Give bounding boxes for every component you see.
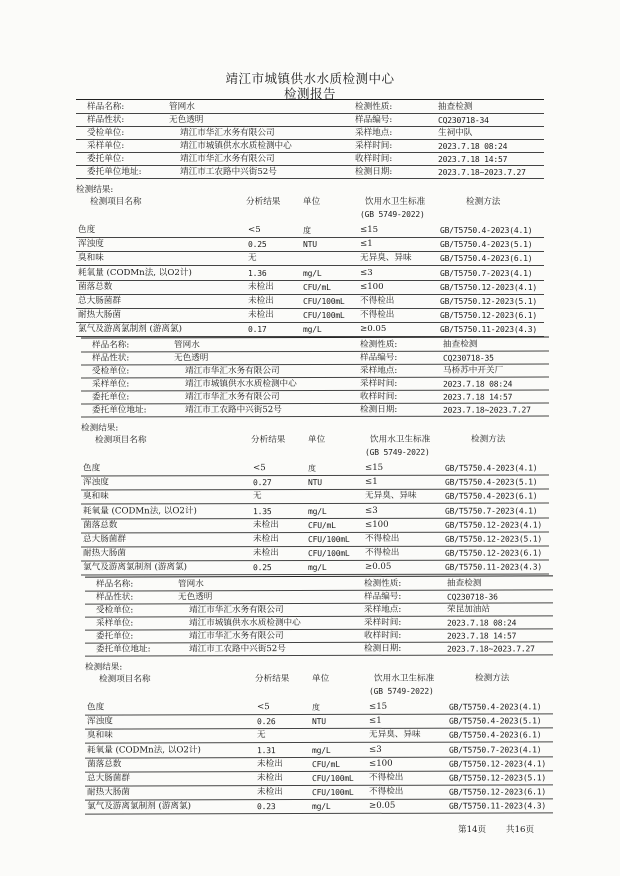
block-top-rule xyxy=(76,99,544,100)
row-result: 未检出 xyxy=(253,548,279,559)
info-value: 抽查检测 xyxy=(447,578,482,589)
info-label: 样品性状: xyxy=(96,592,134,603)
results-heading: 检测结果: xyxy=(85,662,123,673)
col-header-unit: 单位 xyxy=(308,434,326,446)
row-method: GB/T5750.7-2023(4.1) xyxy=(445,506,538,516)
info-label: 样品名称: xyxy=(92,340,130,351)
row-result: 0.25 xyxy=(248,240,267,250)
col-header-method: 检测方法 xyxy=(466,197,501,207)
row-method: GB/T5750.12-2023(6.1) xyxy=(440,311,537,321)
row-unit: 度 xyxy=(308,463,316,474)
col-header-item: 检测项目名称 xyxy=(90,197,142,207)
row-item-name: 浑浊度 xyxy=(83,477,109,488)
row-unit: CFU/100mL xyxy=(312,788,354,798)
row-unit: mg/L xyxy=(312,802,331,812)
info-label: 收样时间: xyxy=(364,630,402,641)
row-standard: 不得检出 xyxy=(365,548,400,559)
row-unit: mg/L xyxy=(303,268,322,278)
row-item-name: 色度 xyxy=(78,225,96,235)
row-result: 未检出 xyxy=(248,281,274,292)
row-item-name: 浑浊度 xyxy=(78,239,104,250)
col-header-method: 检测方法 xyxy=(471,434,506,445)
row-method: GB/T5750.12-2023(4.1) xyxy=(440,282,537,292)
row-standard: ≤100 xyxy=(360,281,384,292)
sample-block xyxy=(0,99,620,339)
row-method: GB/T5750.4-2023(6.1) xyxy=(449,730,542,741)
row-item-name: 氯气及游离氯制剂 (游离氯) xyxy=(78,324,182,335)
col-header-result: 分析结果 xyxy=(255,674,290,685)
info-value: 靖江市城镇供水水质检测中心 xyxy=(180,141,292,151)
info-value: 靖江市工农路中兴街52号 xyxy=(189,644,286,655)
row-item-name: 耗氧量 (CODMn法, 以O2计) xyxy=(78,267,192,278)
row-standard: ≤3 xyxy=(365,505,378,516)
row-method: GB/T5750.4-2023(4.1) xyxy=(440,226,533,235)
sample-block xyxy=(0,575,620,817)
col-header-result: 分析结果 xyxy=(251,435,286,446)
row-standard: 不得检出 xyxy=(369,772,404,783)
page-total: 共16页 xyxy=(506,825,535,835)
row-unit: mg/L xyxy=(303,325,322,335)
row-unit: mg/L xyxy=(308,506,327,516)
info-label: 采样地点: xyxy=(360,365,398,376)
info-value: 2023.7.18~2023.7.27 xyxy=(443,405,531,415)
row-unit: CFU/100mL xyxy=(303,297,345,306)
info-label: 检测性质: xyxy=(355,102,393,112)
info-label: 采样时间: xyxy=(364,617,402,628)
info-value: 靖江市华汇水务有限公司 xyxy=(189,605,284,616)
info-label: 受检单位: xyxy=(87,128,125,138)
col-header-unit: 单位 xyxy=(303,197,321,207)
row-item-name: 总大肠菌群 xyxy=(87,773,130,784)
info-label: 样品名称: xyxy=(96,579,134,590)
row-method: GB/T5750.12-2023(5.1) xyxy=(449,773,546,783)
info-value: 2023.7.18 08:24 xyxy=(447,618,517,628)
row-unit: CFU/100mL xyxy=(303,311,345,321)
info-value: CQ230718-35 xyxy=(443,353,494,363)
row-method: GB/T5750.4-2023(4.1) xyxy=(449,702,542,712)
info-label: 委托单位地址: xyxy=(87,167,142,177)
info-value: 抽查检测 xyxy=(438,102,473,112)
row-result: 未检出 xyxy=(248,310,274,321)
col-header-std-sub: (GB 5749-2022) xyxy=(360,210,425,219)
info-label: 样品名称: xyxy=(87,102,125,112)
col-header-item: 检测项目名称 xyxy=(95,435,147,446)
row-item-name: 耐热大肠菌 xyxy=(83,548,126,559)
row-standard: ≥0.05 xyxy=(369,801,396,812)
info-label: 采样地点: xyxy=(355,128,393,138)
col-header-method: 检测方法 xyxy=(475,673,510,684)
info-label: 检测日期: xyxy=(355,167,393,177)
row-result: <5 xyxy=(253,463,266,474)
info-value: 靖江市城镇供水水质检测中心 xyxy=(189,618,301,629)
page-number: 第14页 xyxy=(458,825,487,835)
row-method: GB/T5750.12-2023(6.1) xyxy=(445,548,542,558)
info-label: 委托单位: xyxy=(92,392,130,403)
info-rule xyxy=(81,415,549,417)
info-value: 管网水 xyxy=(169,102,195,112)
row-standard: ≤100 xyxy=(365,519,389,530)
row-unit: CFU/mL xyxy=(303,282,331,292)
row-result: 未检出 xyxy=(257,758,283,769)
row-result: 未检出 xyxy=(257,787,283,798)
row-result: 未检出 xyxy=(253,519,279,530)
info-value: 2023.7.18 14:57 xyxy=(438,155,508,164)
info-value: 管网水 xyxy=(178,579,204,590)
row-standard: ≤1 xyxy=(360,239,373,250)
info-label: 采样单位: xyxy=(92,379,130,390)
row-item-name: 臭和味 xyxy=(83,491,109,502)
info-label: 采样时间: xyxy=(360,378,398,389)
info-label: 收样时间: xyxy=(360,391,398,402)
block-top-rule xyxy=(85,575,553,577)
row-unit: CFU/100mL xyxy=(312,773,354,783)
info-value: 2023.7.18~2023.7.27 xyxy=(447,644,535,654)
row-method: GB/T5750.12-2023(4.1) xyxy=(449,759,546,769)
row-method: GB/T5750.7-2023(4.1) xyxy=(449,744,542,755)
row-item-name: 耗氧量 (CODMn法, 以O2计) xyxy=(83,505,197,517)
row-unit: CFU/100mL xyxy=(308,534,350,545)
row-item-name: 臭和味 xyxy=(87,730,113,741)
row-result: 无 xyxy=(257,730,266,741)
row-standard: ≤3 xyxy=(369,744,382,755)
row-unit: CFU/100mL xyxy=(308,549,350,559)
row-method: GB/T5750.12-2023(5.1) xyxy=(440,297,537,306)
row-method: GB/T5750.4-2023(4.1) xyxy=(445,463,538,473)
info-label: 检测日期: xyxy=(364,643,402,654)
row-standard: ≤1 xyxy=(369,715,382,727)
row-standard: 无异臭、异味 xyxy=(365,491,417,502)
row-standard: 无异臭、异味 xyxy=(369,730,421,741)
info-value: 生祠中队 xyxy=(438,128,473,138)
info-label: 检测性质: xyxy=(360,339,398,350)
col-header-result: 分析结果 xyxy=(246,197,281,207)
info-value: 靖江市工农路中兴街52号 xyxy=(180,167,277,177)
sample-block xyxy=(0,336,620,577)
row-result: 未检出 xyxy=(253,534,279,545)
info-value: 靖江市华汇水务有限公司 xyxy=(185,366,280,377)
info-value: CQ230718-36 xyxy=(447,592,498,602)
row-unit: NTU xyxy=(308,478,322,488)
info-value: 靖江市工农路中兴街52号 xyxy=(185,405,282,416)
row-result: 0.17 xyxy=(248,325,267,335)
row-standard: ≤15 xyxy=(369,701,388,712)
row-unit: CFU/mL xyxy=(308,520,336,530)
info-label: 委托单位: xyxy=(96,631,134,642)
info-label: 委托单位: xyxy=(87,154,125,164)
row-result: 0.27 xyxy=(253,478,272,488)
col-header-std-sub: (GB 5749-2022) xyxy=(365,447,430,457)
info-value: 靖江市华汇水务有限公司 xyxy=(185,392,280,403)
row-standard: ≥0.05 xyxy=(360,324,387,335)
row-method: GB/T5750.11-2023(4.3) xyxy=(440,325,537,335)
info-label: 采样单位: xyxy=(96,618,134,629)
info-label: 采样单位: xyxy=(87,141,125,151)
info-rule xyxy=(76,126,544,127)
row-rule xyxy=(76,265,544,266)
col-header-item: 检测项目名称 xyxy=(99,674,151,685)
info-label: 样品编号: xyxy=(360,352,398,363)
row-method: GB/T5750.4-2023(5.1) xyxy=(449,716,542,726)
info-value: 2023.7.18 14:57 xyxy=(447,631,517,641)
info-value: 管网水 xyxy=(174,340,200,351)
row-method: GB/T5750.4-2023(5.1) xyxy=(440,240,533,250)
info-label: 受检单位: xyxy=(96,605,134,616)
info-label: 样品编号: xyxy=(364,591,402,602)
row-item-name: 耗氧量 (CODMn法, 以O2计) xyxy=(87,744,201,756)
row-method: GB/T5750.4-2023(6.1) xyxy=(440,254,533,264)
row-item-name: 总大肠菌群 xyxy=(78,296,121,306)
row-rule xyxy=(85,813,553,815)
info-label: 检测性质: xyxy=(364,578,402,589)
row-method: GB/T5750.7-2023(4.1) xyxy=(440,268,533,278)
row-rule xyxy=(76,251,544,252)
row-standard: ≤100 xyxy=(369,758,393,769)
row-method: GB/T5750.4-2023(5.1) xyxy=(445,477,538,487)
row-item-name: 菌落总数 xyxy=(78,281,113,292)
row-result: 1.36 xyxy=(248,268,267,278)
org-title: 靖江市城镇供水水质检测中心 xyxy=(225,71,395,86)
results-heading: 检测结果: xyxy=(76,185,114,195)
info-value: 2023.7.18 08:24 xyxy=(443,379,513,389)
info-value: 荣昆加油站 xyxy=(447,604,490,615)
info-label: 检测日期: xyxy=(360,404,398,415)
row-item-name: 总大肠菌群 xyxy=(83,534,126,545)
info-value: 无色透明 xyxy=(174,353,209,364)
info-value: 马桥苏中开关厂 xyxy=(443,365,504,376)
row-item-name: 色度 xyxy=(87,702,105,713)
info-label: 收样时间: xyxy=(355,154,393,164)
row-item-name: 菌落总数 xyxy=(83,520,118,531)
row-standard: 不得检出 xyxy=(360,310,395,321)
info-rule xyxy=(76,152,544,153)
row-method: GB/T5750.12-2023(5.1) xyxy=(445,534,542,544)
row-unit: NTU xyxy=(303,240,317,250)
row-result: <5 xyxy=(257,702,270,713)
row-standard: 不得检出 xyxy=(369,786,404,798)
info-value: 抽查检测 xyxy=(443,339,478,350)
row-item-name: 臭和味 xyxy=(78,253,104,264)
row-item-name: 氯气及游离氯制剂 (游离氯) xyxy=(87,801,191,812)
row-unit: mg/L xyxy=(312,745,331,755)
row-result: 无 xyxy=(248,253,257,264)
info-value: 无色透明 xyxy=(178,592,213,603)
info-value: 无色透明 xyxy=(169,115,204,125)
row-method: GB/T5750.12-2023(4.1) xyxy=(445,520,542,530)
row-result: <5 xyxy=(248,225,261,235)
row-result: 0.26 xyxy=(257,717,276,727)
row-method: GB/T5750.4-2023(6.1) xyxy=(445,491,538,502)
info-value: 2023.7.18 08:24 xyxy=(438,142,508,151)
row-unit: CFU/mL xyxy=(312,759,340,769)
row-rule xyxy=(76,294,544,295)
row-result: 未检出 xyxy=(248,296,274,306)
row-unit: 度 xyxy=(303,226,311,235)
info-value: 靖江市华汇水务有限公司 xyxy=(180,154,275,164)
row-item-name: 耐热大肠菌 xyxy=(87,787,130,798)
row-standard: 无异臭、异味 xyxy=(360,253,412,264)
row-unit: mg/L xyxy=(308,563,327,573)
row-standard: ≤1 xyxy=(365,477,378,488)
row-result: 1.31 xyxy=(257,745,276,755)
row-standard: 不得检出 xyxy=(365,533,400,544)
info-rule xyxy=(85,654,553,656)
info-label: 采样时间: xyxy=(355,141,393,151)
row-item-name: 耐热大肠菌 xyxy=(78,310,121,321)
info-label: 委托单位地址: xyxy=(92,405,147,416)
row-result: 0.25 xyxy=(253,563,272,573)
row-standard: 不得检出 xyxy=(360,296,395,306)
report-title: 检测报告 xyxy=(283,86,336,101)
row-standard: ≤15 xyxy=(365,462,384,473)
results-heading: 检测结果: xyxy=(81,423,119,434)
info-value: 2023.7.18 14:57 xyxy=(443,392,513,402)
row-standard: ≤15 xyxy=(360,225,379,235)
row-standard: ≥0.05 xyxy=(365,562,392,573)
row-rule xyxy=(76,280,544,281)
info-label: 样品性状: xyxy=(87,115,125,125)
row-item-name: 浑浊度 xyxy=(87,716,113,727)
row-standard: ≤3 xyxy=(360,267,373,278)
info-label: 样品编号: xyxy=(355,115,393,125)
info-rule xyxy=(76,113,544,114)
info-value: 靖江市华汇水务有限公司 xyxy=(180,128,275,138)
info-label: 采样地点: xyxy=(364,604,402,615)
row-item-name: 色度 xyxy=(83,463,101,474)
info-value: CQ230718-34 xyxy=(438,116,489,125)
row-result: 1.35 xyxy=(253,506,272,516)
row-result: 0.23 xyxy=(257,802,276,812)
info-rule xyxy=(76,165,544,166)
row-method: GB/T5750.11-2023(4.3) xyxy=(445,562,542,573)
col-header-std-sub: (GB 5749-2022) xyxy=(369,686,434,696)
info-value: 2023.7.18~2023.7.27 xyxy=(438,168,526,177)
row-method: GB/T5750.11-2023(4.3) xyxy=(449,801,546,812)
info-label: 受检单位: xyxy=(92,366,130,377)
row-result: 无 xyxy=(253,491,262,502)
row-item-name: 菌落总数 xyxy=(87,759,122,770)
row-method: GB/T5750.12-2023(6.1) xyxy=(449,787,546,797)
row-unit: NTU xyxy=(312,717,326,727)
info-label: 样品性状: xyxy=(92,353,130,364)
col-header-unit: 单位 xyxy=(312,673,330,684)
info-label: 委托单位地址: xyxy=(96,644,151,655)
row-rule xyxy=(76,237,544,238)
block-top-rule xyxy=(81,336,549,338)
row-result: 未检出 xyxy=(257,773,283,784)
info-rule xyxy=(76,178,544,179)
col-header-std: 饮用水卫生标准 xyxy=(370,434,431,445)
row-rule xyxy=(76,308,544,309)
col-header-std: 饮用水卫生标准 xyxy=(374,673,435,684)
row-item-name: 氯气及游离氯制剂 (游离氯) xyxy=(83,562,187,573)
info-value: 靖江市华汇水务有限公司 xyxy=(189,631,284,642)
info-rule xyxy=(76,139,544,140)
info-value: 靖江市城镇供水水质检测中心 xyxy=(185,379,297,390)
row-unit: 度 xyxy=(312,702,320,712)
col-header-std: 饮用水卫生标准 xyxy=(365,197,426,207)
